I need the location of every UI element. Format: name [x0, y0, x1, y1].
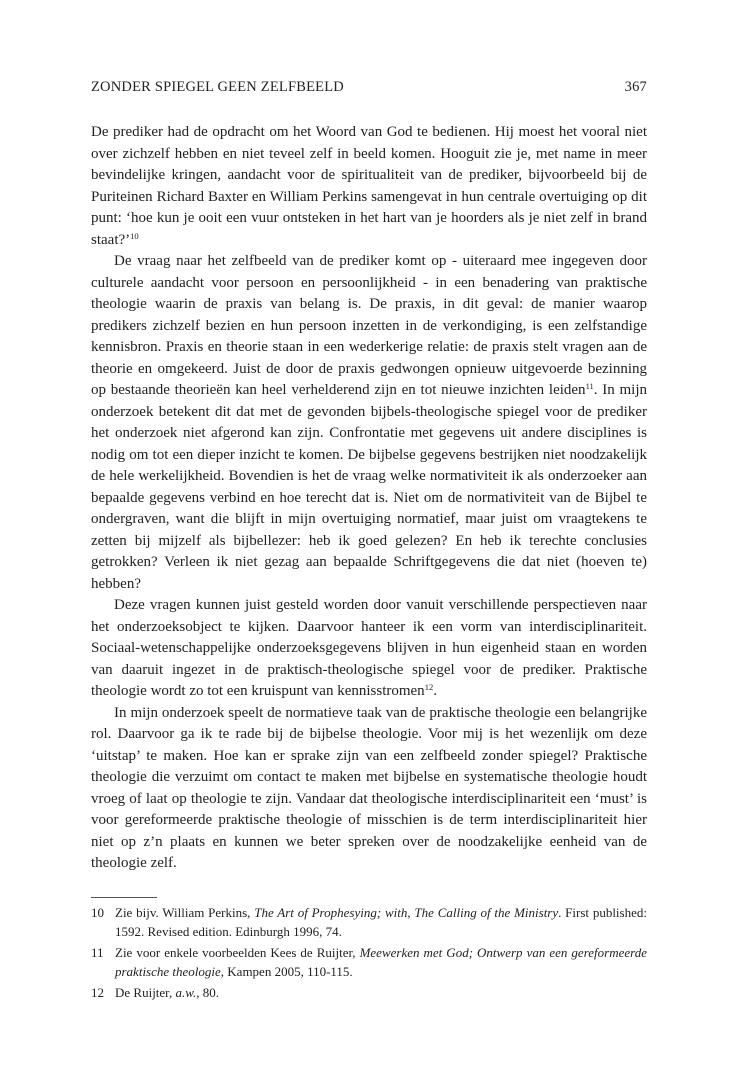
body-text	[91, 122, 647, 875]
footnote-text: Zie bijv. William Perkins,	[115, 905, 255, 920]
paragraph-1	[91, 122, 647, 251]
paragraph-text: . In mijn onderzoek betekent dit dat met de gevonden bijbels-theologische spiegel voor de prediker het onderzoek niet afgerond kan zijn. Confrontatie met gegevens uit andere disciplines is nodig om tot een dieper inzicht te komen. De bijbelse gegevens bestrijken niet noodzakelijk de hele werkelijkheid. Bovendien is het de vraag welke normativiteit ik als onderzoeker aan bepaalde gegevens verbind en hoe terecht dat is. Niet om de normativiteit van de Bijbel te ondergraven, want die blijft in mijn overtuiging normatief, maar juist om vraagtekens te zetten bij mijzelf als bijbellezer: heb ik goed gelezen? En heb ik terechte conclusies getrokken? Verleen ik niet gezag aan bepaalde Schriftgegevens die dat niet (hoeven te) hebben?	[91, 382, 648, 592]
footnote-ref-10[interactable]: 10	[130, 230, 139, 241]
footnote-12	[91, 984, 647, 1003]
paragraph-text: De vraag naar het zelfbeeld van de prediker komt op - uiteraard mee ingegeven door culturele aandacht voor persoon en persoonlijkheid - in een benadering van praktische theologie waarin de praxis van belang is. De praxis, in dit geval: de manier waarop predikers zichzelf bezien en hun persoon inzetten in de verkondiging, is een zelfstandige kennisbron. Praxis en theorie staan in een wederkerige relatie: de praxis stelt vragen aan de theorie en omgekeerd. Juist de door de praxis gedwongen opnieuw uitgevoerde bezinning op bestaande theorieën kan heel verhelderend zijn en tot nieuwe inzichten leiden	[91, 253, 647, 398]
running-header	[91, 79, 647, 99]
paragraph-3	[91, 595, 647, 703]
paragraph-text: Deze vragen kunnen juist gesteld worden door vanuit verschillende perspectieven naar het onderzoeksobject te kijken. Daarvoor hanteer ik een vorm van interdisciplinariteit. Sociaal-wetenschappelijke onderzoeksgegevens blijven in hun eigenheid staan en worden van daaruit ingezet in de praktisch-theologische spiegel voor de prediker. Praktische theologie wordt zo tot een kruispunt van kennisstromen	[91, 597, 647, 699]
paragraph-2	[91, 251, 647, 595]
footnote-number: 11	[91, 945, 104, 960]
footnote-text: . First published: 1592. Revised edition. Edinburgh 1996, 74.	[115, 905, 647, 939]
paragraph-text: .	[433, 683, 437, 699]
footnote-number: 12	[91, 985, 104, 1000]
footnote-11	[91, 944, 647, 981]
footnote-text: , Kampen 2005, 110-115.	[220, 963, 353, 979]
footnote-title: a.w.	[175, 985, 197, 1000]
footnote-ref-11[interactable]: 11	[585, 381, 594, 391]
paragraph-text: In mijn onderzoek speelt de normatieve taak van de praktische theologie een belangrijke rol. Daarvoor ga ik te rade bij de bijbelse theologie. Voor mij is het wezenlijk om deze ‘uitstap’ te maken. Hoe kan er sprake zijn van een zelfbeeld zonder spiegel? Praktische theologie die verzuimt om contact te maken met bijbelse en systematische theologie houdt vroeg of laat op theologie te zijn. Vandaar dat theologische interdisciplinariteit een ‘must’ is voor gereformeerde praktische theologie of misschien is de term interdisciplinariteit hier niet op z’n plaats en kunnen we beter spreken over de noodzakelijke eenheid van de theologie zelf.	[91, 704, 647, 871]
footnotes	[91, 904, 647, 1006]
footnote-10	[91, 904, 647, 941]
document-page	[91, 0, 647, 1068]
footnote-title: Meewerken met God; Ontwerp van een gereformeerde praktische theologie	[115, 945, 647, 979]
footnote-text: , 80.	[196, 985, 219, 1000]
footnote-number: 10	[91, 905, 104, 920]
footnote-divider	[91, 897, 157, 898]
footnote-title: The Art of Prophesying; with, The Calling of the Ministry	[254, 905, 559, 920]
running-title: ZONDER SPIEGEL GEEN ZELFBEELD	[91, 79, 344, 95]
footnote-text: De Ruijter,	[115, 985, 176, 1000]
paragraph-4	[91, 703, 647, 875]
footnote-ref-12[interactable]: 12	[424, 682, 434, 692]
page-number: 367	[624, 79, 647, 95]
paragraph-text: De prediker had de opdracht om het Woord van God te bedienen. Hij moest het vooral niet over zichzelf hebben en niet teveel zelf in beeld komen. Hooguit zie je, met name in meer bevindelijke kringen, aandacht voor de spiritualiteit van de prediker, bijvoorbeeld bij de Puriteinen Richard Baxter en William Perkins samengevat in hun centrale overtuiging op dit punt: ‘hoe kun je ooit een vuur ontsteken in het hart van je hoorders als je niet zelf in brand staat?’	[91, 124, 647, 248]
footnote-text: Zie voor enkele voorbeelden Kees de Ruijter,	[115, 945, 360, 960]
